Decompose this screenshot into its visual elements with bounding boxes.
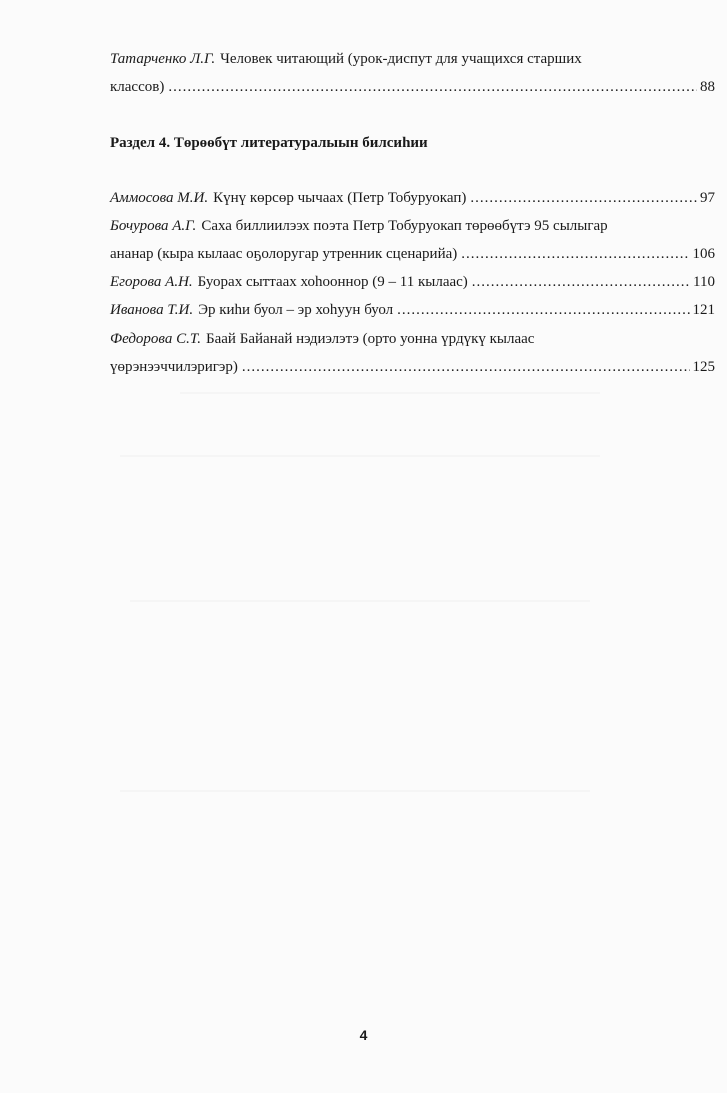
toc-entry-title: Саха биллиилээх поэта Петр Тобуруокап төрөөбүтэ 95 сылыгар [201, 218, 608, 234]
toc-entry-author: Егорова А.Н. [110, 274, 193, 290]
toc-entry-tatarchenko-line2 [110, 77, 715, 97]
toc-entry-author: Татарченко Л.Г. [110, 51, 216, 67]
toc-entry-ivanova [110, 300, 715, 320]
toc-entry-tatarchenko-line1 [110, 49, 715, 69]
toc-entry-title: Эр киһи буол – эр хоһуун буол [198, 302, 394, 318]
dot-leader [397, 300, 689, 320]
toc-entry-bochurova-line2 [110, 244, 715, 264]
section-heading: Раздел 4. Төрөөбүт литературалыын билсиһии [110, 135, 428, 151]
toc-entry-author: Иванова Т.И. [110, 302, 194, 318]
toc-entry-ammosova [110, 188, 715, 208]
toc-entry-title: Буорах сыттаах хоһооннор (9 – 11 кылаас) [197, 274, 468, 290]
toc-entry-page: 110 [693, 274, 715, 290]
dot-leader [168, 77, 697, 97]
toc-entry-page: 125 [692, 359, 715, 375]
toc-entry-title: Человек читающий (урок-диспут для учащихся старших [220, 51, 582, 67]
toc-entry-bochurova-line1 [110, 216, 715, 236]
toc-entry-fedorova-line2 [110, 357, 715, 377]
bleed-through-mark [130, 600, 590, 602]
toc-entry-page: 106 [692, 246, 715, 262]
bleed-through-mark [180, 392, 600, 394]
toc-entry-author: Аммосова М.И. [110, 190, 209, 206]
toc-entry-author: Федорова С.Т. [110, 331, 201, 347]
dot-leader [242, 357, 690, 377]
page-number: 4 [359, 1027, 368, 1043]
toc-entry-fedorova-line1 [110, 329, 715, 349]
bleed-through-mark [120, 790, 590, 792]
toc-entry-page: 88 [700, 79, 715, 95]
dot-leader [472, 272, 690, 292]
toc-entry-egorova [110, 272, 715, 292]
toc-entry-title-cont: ананар (кыра кылаас оҕолоругар утренник сценарийа) [110, 246, 458, 262]
toc-entry-author: Бочурова А.Г. [110, 218, 197, 234]
dot-leader [470, 188, 697, 208]
bleed-through-mark [120, 455, 600, 457]
toc-entry-page: 121 [692, 302, 715, 318]
dot-leader [461, 244, 689, 264]
toc-entry-title-cont: классов) [110, 79, 165, 95]
toc-entry-title: Баай Байанай нэдиэлэтэ (орто уонна үрдүкү кылаас [206, 331, 535, 347]
toc-entry-title: Күнү көрсөр чычаах (Петр Тобуруокап) [213, 190, 467, 206]
toc-entry-title-cont: үөрэнээччилэригэр) [110, 359, 238, 375]
toc-entry-page: 97 [700, 190, 715, 206]
